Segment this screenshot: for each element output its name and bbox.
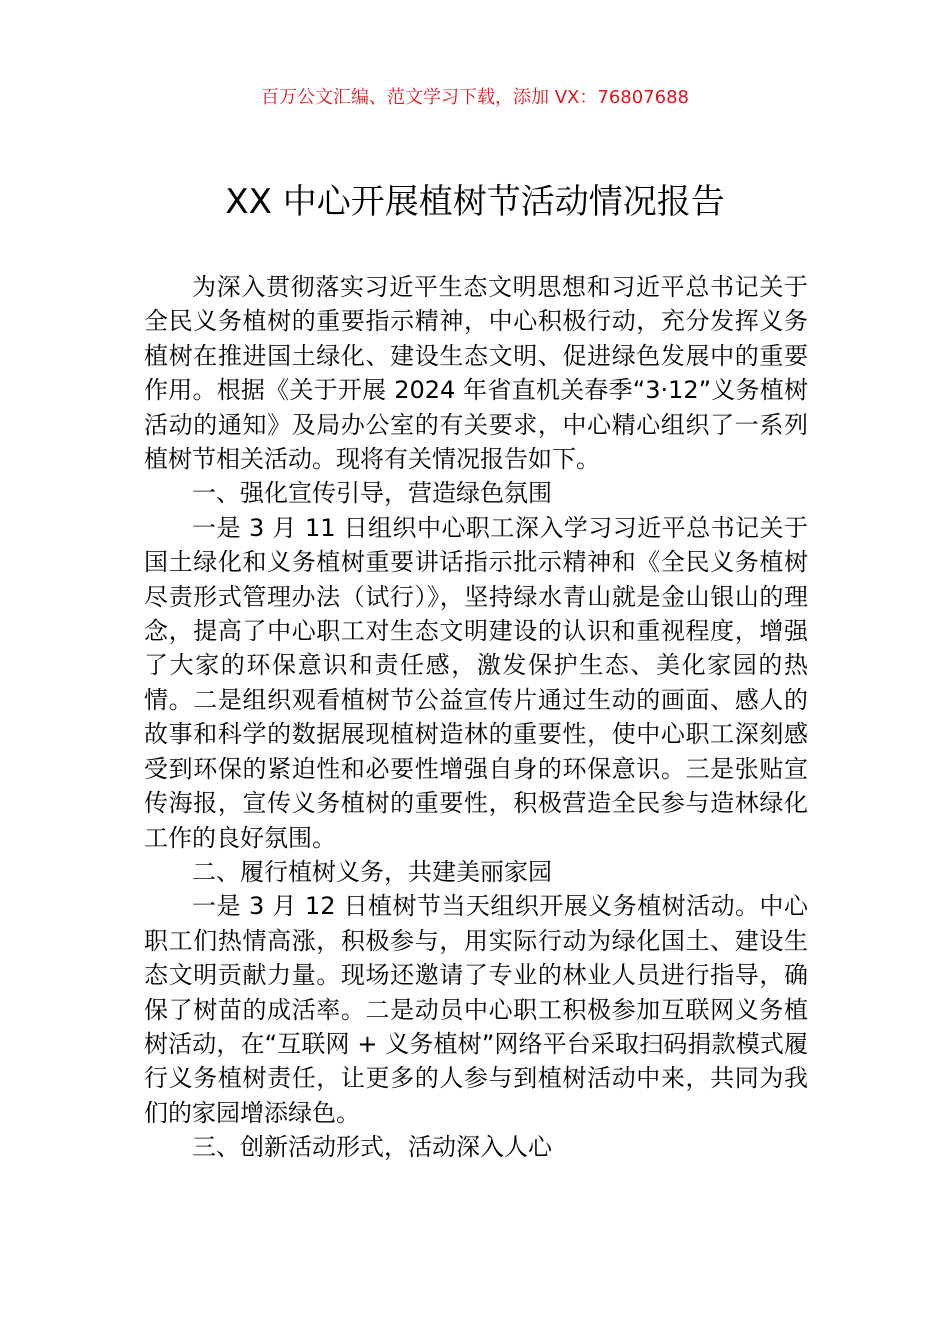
document-title: XX 中心开展植树节活动情况报告 — [225, 182, 725, 222]
section-2-paragraph: 一是 3 月 12 日植树节当天组织开展义务植树活动。中心职工们热情高涨，积极参与，用实际行动为绿化国土、建设生态文明贡献力量。现场还邀请了专业的林业人员进行指导，确保了树苗的成活率。二是动员中心职工积极参加互联网义务植树活动，在“互联网 + 义务植树”网络平台采取扫码捐款模式履行义务植树责任，让更多的人参与到植树活动中来，共同为我们的家园增添绿色。 — [144, 892, 808, 1127]
document-body — [144, 270, 808, 1165]
section-heading-1: 一、强化宣传引导，营造绿色氛围 — [192, 479, 552, 508]
section-heading-2: 二、履行植树义务，共建美丽家园 — [192, 857, 552, 886]
section-heading-3: 三、创新活动形式，活动深入人心 — [192, 1133, 552, 1162]
watermark-banner: 百万公文汇编、范文学习下载，添加 VX：76807688 — [261, 87, 689, 108]
intro-paragraph: 为深入贯彻落实习近平生态文明思想和习近平总书记关于全民义务植树的重要指示精神，中心积极行动，充分发挥义务植树在推进国土绿化、建设生态文明、促进绿色发展中的重要作用。根据《关于开展 2024 年省直机关春季“3·12”义务植树活动的通知》及局办公室的有关要求，中心精心组织了一系列植树节相关活动。现将有关情况报告如下。 — [144, 273, 808, 474]
section-1-paragraph: 一是 3 月 11 日组织中心职工深入学习习近平总书记关于国土绿化和义务植树重要讲话指示批示精神和《全民义务植树尽责形式管理办法（试行）》，坚持绿水青山就是金山银山的理念，提高了中心职工对生态文明建设的认识和重视程度，增强了大家的环保意识和责任感，激发保护生态、美化家园的热情。二是组织观看植树节公益宣传片通过生动的画面、感人的故事和科学的数据展现植树造林的重要性，使中心职工深刻感受到环保的紧迫性和必要性增强自身的环保意识。三是张贴宣传海报，宣传义务植树的重要性，积极营造全民参与造林绿化工作的良好氛围。 — [144, 513, 808, 852]
